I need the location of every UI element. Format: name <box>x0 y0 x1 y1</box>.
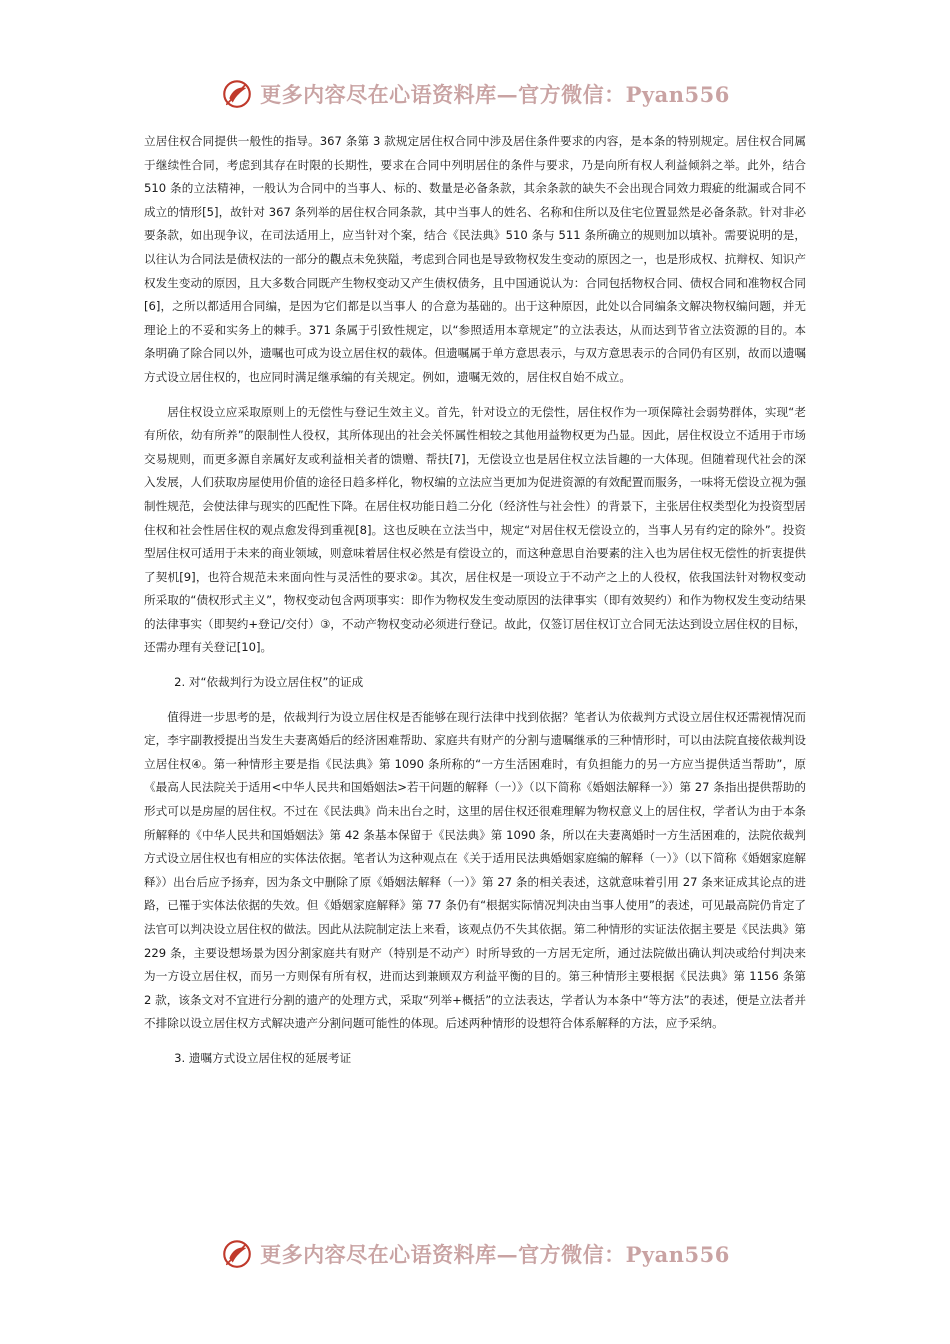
brand-logo-icon <box>220 77 254 111</box>
document-body <box>144 130 806 1071</box>
footer-watermark-banner <box>0 1234 950 1274</box>
paragraph-1: 立居住权合同提供一般性的指导。367 条第 3 款规定居住权合同中涉及居住条件要求的内容，是本条的特别规定。居住权合同属于继续性合同，考虑到其存在时限的长期性，要求在合同中列明居住的条件与要求，乃是向所有权人利益倾斜之举。此外，结合 510 条的立法精神，一般认为合同中的当事人、标的、数量是必备条款，其余条款的缺失不会出现合同效力瑕疵的纰漏或合同不成立的情形[5]，故针对 367 条列举的居住权合同条款，其中当事人的姓名、名称和住所以及住宅位置显然是必备条款。针对非必要条款，如出现争议，在司法适用上，应当针对个案，结合《民法典》510 条与 511 条所确立的规则加以填补。需要说明的是，以往认为合同法是债权法的一部分的觀点未免狭隘，考虑到合同也是导致物权发生变动的原因之一，也是形成权、抗辩权、知识产权发生变动的原因，且大多数合同既产生物权变动又产生债权债务，且中国通说认为：合同包括物权合同、债权合同和准物权合同[6]，之所以都适用合同编，是因为它们都是以当事人 的合意为基础的。出于这种原因，此处以合同编条文解决物权编问题，并无理论上的不妥和实务上的棘手。371 条属于引致性规定，以“参照适用本章规定”的立法表达，从而达到节省立法资源的目的。本条明确了除合同以外，遗嘱也可成为设立居住权的载体。但遗嘱属于单方意思表示，与双方意思表示的合同仍有区别，故而以遗嘱方式设立居住权的，也应同时满足继承编的有关规定。例如，遗嘱无效的，居住权自始不成立。 <box>144 134 806 384</box>
section-heading-3: 3. 遗嘱方式设立居住权的延展考证 <box>174 1050 352 1065</box>
paragraph-3: 值得进一步思考的是，依裁判行为设立居住权是否能够在现行法律中找到依据？笔者认为依裁判方式设立居住权还需视情况而定，李宇副教授提出当发生夫妻离婚后的经济困难帮助、家庭共有财产的分割与遗嘱继承的三种情形时，可以由法院直接依裁判设立居住权④。第一种情形主要是指《民法典》第 1090 条所称的“一方生活困难时，有负担能力的另一方应当提供适当帮助”，原《最高人民法院关于适用<中华人民共和国婚姻法>若干问题的解释（一）》（以下简称《婚姻法解释一》）第 27 条指出提供帮助的形式可以是房屋的居住权。不过在《民法典》尚未出台之时，这里的居住权还很难理解为物权意义上的居住权，学者认为由于本条所解释的《中华人民共和国婚姻法》第 42 条基本保留于《民法典》第 1090 条，所以在夫妻离婚时一方生活困难的，法院依裁判方式设立居住权也有相应的实体法依据。笔者认为这种观点在《关于适用民法典婚姻家庭编的解释（一）》（以下简称《婚姻家庭解释》）出台后应予扬弃，因为条文中删除了原《婚姻法解释（一）》第 27 条的相关表述，这就意味着引用 27 条来证成其论点的进路，已罹于实体法依据的失效。但《婚姻家庭解释》第 77 条仍有“根据实际情况判决由当事人使用”的表述，可见最高院仍肯定了法官可以判决设立居住权的做法。因此从法院制定法上来看，该观点仍不失其依据。第二种情形的实证法依据主要是《民法典》第 229 条，主要设想场景为因分割家庭共有财产（特别是不动产）时所导致的一方居无定所，通过法院做出确认判决或给付判决来为一方设立居住权，而另一方则保有所有权，进而达到兼顾双方利益平衡的目的。第三种情形主要根据《民法典》第 1156 条第 2 款，该条文对不宜进行分割的遗产的处理方式，采取“列举+概括”的立法表达，学者认为本条中“等方法”的表述，便是立法者并不排除以设立居住权方式解决遗产分割问题可能性的体现。后述两种情形的设想符合体系解释的方法，应予采纳。 <box>144 709 806 1031</box>
section-heading-2: 2. 对“依裁判行为设立居住权”的证成 <box>174 675 364 690</box>
footer-banner-text: 更多内容尽在心语资料库—官方微信：Pyan556 <box>260 1242 730 1267</box>
paragraph-2: 居住权设立应采取原则上的无偿性与登记生效主义。首先，针对设立的无偿性，居住权作为一项保障社会弱势群体，实现“老有所依，幼有所养”的限制性人役权，其所体现出的社会关怀属性相较之其他用益物权更为凸显。因此，居住权设立不适用于市场交易规则，而更多源自亲属好友或利益相关者的馈赠、帮扶[7]，无偿设立也是居住权立法旨趣的一大体现。但随着现代社会的深入发展，人们获取房屋使用价值的途径日趋多样化，物权编的立法应当更加为促进资源的有效配置而服务，一味将无偿设立视为强制性规范，会使法律与现实的匹配性下降。在居住权功能日趋二分化（经济性与社会性）的背景下，主张居住权类型化为投资型居住权和社会性居住权的观点愈发得到重视[8]。这也反映在立法当中，规定“对居住权无偿设立的，当事人另有约定的除外”。投资型居住权可适用于未来的商业领域，则意味着居住权必然是有偿设立的，而这种意思自治要素的注入也为居住权无偿性的折衷提供了契机[9]，也符合规范未来面向性与灵活性的要求②。其次，居住权是一项设立于不动产之上的人役权，依我国法针对物权变动所采取的“债权形式主义”，物权变动包含两项事实：即作为物权发生变动原因的法律事实（即有效契约）和作为物权发生变动结果的法律事实（即契约+登记/交付）③，不动产物权变动必须进行登记。故此，仅签订居住权订立合同无法达到设立居住权的目标，还需办理有关登记[10]。 <box>144 404 806 655</box>
header-banner-text: 更多内容尽在心语资料库—官方微信：Pyan556 <box>260 82 730 107</box>
header-watermark-banner <box>0 74 950 114</box>
brand-logo-icon <box>220 1237 254 1271</box>
